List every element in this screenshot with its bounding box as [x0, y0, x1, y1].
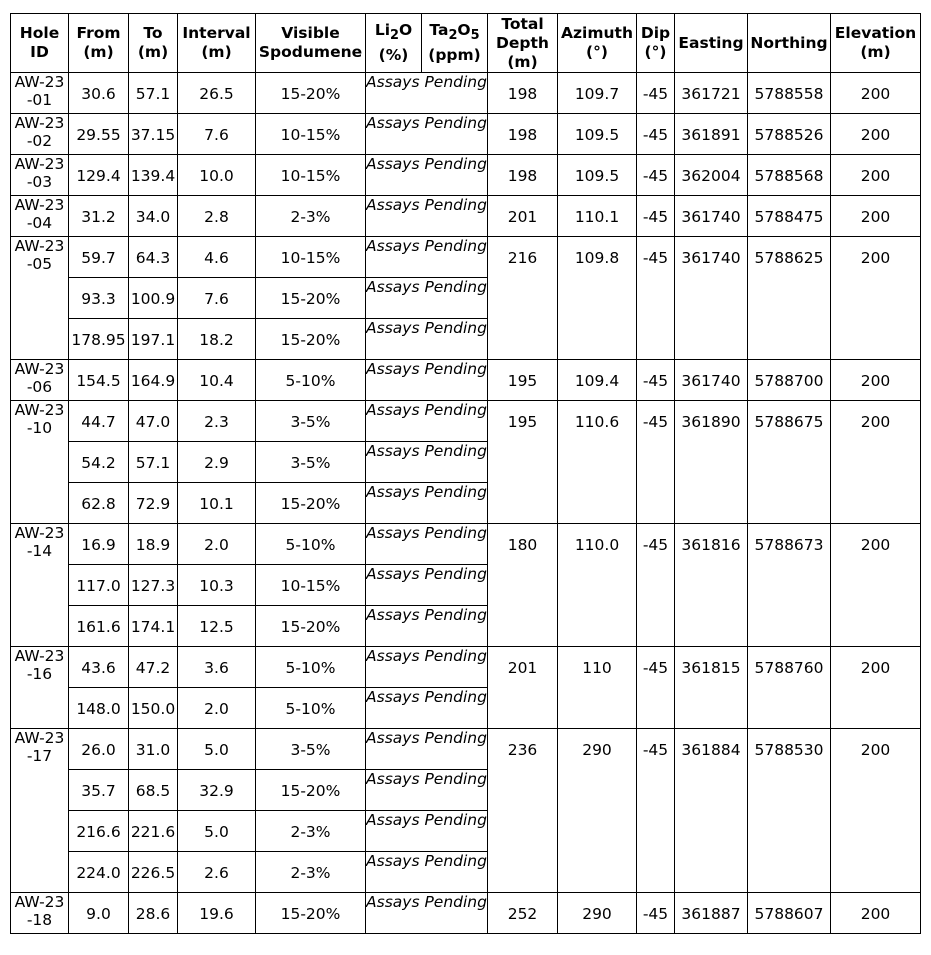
dip-cell: -45	[637, 893, 675, 934]
northing-cell: 5788700	[748, 360, 831, 401]
from-cell: 59.7	[69, 237, 129, 278]
table-row	[11, 196, 921, 237]
spodumene-cell: 5-10%	[256, 360, 366, 401]
hole-id: AW-23-10	[14, 401, 65, 437]
hole-id-cell	[11, 647, 69, 729]
to-cell: 197.1	[129, 319, 178, 360]
assays-pending-cell: Assays Pending	[366, 688, 488, 729]
to-cell: 139.4	[129, 155, 178, 196]
from-cell: 224.0	[69, 852, 129, 893]
interval-cell: 2.9	[178, 442, 256, 483]
interval-cell: 10.3	[178, 565, 256, 606]
assays-pending-cell: Assays Pending	[366, 155, 488, 196]
assays-pending-cell: Assays Pending	[366, 565, 488, 606]
interval-cell: 3.6	[178, 647, 256, 688]
to-cell: 28.6	[129, 893, 178, 934]
interval-cell: 2.0	[178, 688, 256, 729]
spodumene-cell: 10-15%	[256, 237, 366, 278]
azimuth-cell: 290	[558, 729, 637, 893]
assays-pending-cell: Assays Pending	[366, 401, 488, 442]
assays-pending-cell: Assays Pending	[366, 852, 488, 893]
dip-cell: -45	[637, 73, 675, 114]
total-depth-cell: 201	[488, 196, 558, 237]
hole-id: AW-23-17	[14, 729, 65, 765]
easting-cell: 361740	[675, 196, 748, 237]
spodumene-cell: 2-3%	[256, 852, 366, 893]
hole-id: AW-23-18	[14, 893, 65, 929]
interval-cell: 5.0	[178, 811, 256, 852]
header-northing: Northing	[748, 14, 831, 73]
from-cell: 148.0	[69, 688, 129, 729]
elevation-cell: 200	[831, 729, 921, 893]
table-row	[11, 237, 921, 278]
table-row	[11, 729, 921, 770]
to-cell: 226.5	[129, 852, 178, 893]
to-cell: 221.6	[129, 811, 178, 852]
spodumene-cell: 15-20%	[256, 319, 366, 360]
assays-pending-cell: Assays Pending	[366, 893, 488, 934]
interval-cell: 32.9	[178, 770, 256, 811]
table-row	[11, 401, 921, 442]
hole-id-cell	[11, 196, 69, 237]
total-depth-cell: 198	[488, 114, 558, 155]
header-total-depth: Total Depth (m)	[488, 14, 558, 73]
table-row	[11, 893, 921, 934]
assays-pending-cell: Assays Pending	[366, 483, 488, 524]
from-cell: 129.4	[69, 155, 129, 196]
interval-cell: 10.1	[178, 483, 256, 524]
to-cell: 64.3	[129, 237, 178, 278]
elevation-cell: 200	[831, 647, 921, 729]
assays-pending-cell: Assays Pending	[366, 237, 488, 278]
easting-cell: 361815	[675, 647, 748, 729]
northing-cell: 5788607	[748, 893, 831, 934]
interval-cell: 7.6	[178, 114, 256, 155]
assays-pending-cell: Assays Pending	[366, 647, 488, 688]
total-depth-cell: 198	[488, 155, 558, 196]
spodumene-cell: 15-20%	[256, 278, 366, 319]
hole-id: AW-23-16	[14, 647, 65, 683]
from-cell: 43.6	[69, 647, 129, 688]
easting-cell: 361721	[675, 73, 748, 114]
elevation-cell: 200	[831, 155, 921, 196]
to-cell: 37.15	[129, 114, 178, 155]
azimuth-cell: 109.4	[558, 360, 637, 401]
header-ta2o5: $Ta_2O_5$ (ppm)	[422, 14, 488, 73]
total-depth-cell: 216	[488, 237, 558, 360]
from-cell: 161.6	[69, 606, 129, 647]
from-cell: 9.0	[69, 893, 129, 934]
assays-pending-cell: Assays Pending	[366, 524, 488, 565]
to-cell: 150.0	[129, 688, 178, 729]
interval-cell: 4.6	[178, 237, 256, 278]
elevation-cell: 200	[831, 196, 921, 237]
table-row	[11, 73, 921, 114]
table-row	[11, 647, 921, 688]
spodumene-cell: 2-3%	[256, 811, 366, 852]
header-li2o: $Li_2O$ (%)	[366, 14, 422, 73]
header-hole-id: Hole ID	[11, 14, 69, 73]
assays-pending-cell: Assays Pending	[366, 360, 488, 401]
to-cell: 57.1	[129, 442, 178, 483]
to-cell: 127.3	[129, 565, 178, 606]
elevation-cell: 200	[831, 114, 921, 155]
spodumene-cell: 15-20%	[256, 770, 366, 811]
northing-cell: 5788530	[748, 729, 831, 893]
northing-cell: 5788673	[748, 524, 831, 647]
to-cell: 100.9	[129, 278, 178, 319]
from-cell: 16.9	[69, 524, 129, 565]
northing-cell: 5788475	[748, 196, 831, 237]
northing-cell: 5788526	[748, 114, 831, 155]
northing-cell: 5788568	[748, 155, 831, 196]
easting-cell: 361740	[675, 360, 748, 401]
from-cell: 62.8	[69, 483, 129, 524]
dip-cell: -45	[637, 360, 675, 401]
header-easting: Easting	[675, 14, 748, 73]
spodumene-cell: 3-5%	[256, 401, 366, 442]
easting-cell: 361890	[675, 401, 748, 524]
interval-cell: 2.8	[178, 196, 256, 237]
from-cell: 31.2	[69, 196, 129, 237]
hole-id-cell	[11, 893, 69, 934]
assays-pending-cell: Assays Pending	[366, 319, 488, 360]
hole-id-cell	[11, 73, 69, 114]
assays-pending-cell: Assays Pending	[366, 729, 488, 770]
hole-id-cell	[11, 401, 69, 524]
assays-pending-cell: Assays Pending	[366, 73, 488, 114]
interval-cell: 18.2	[178, 319, 256, 360]
to-cell: 57.1	[129, 73, 178, 114]
spodumene-cell: 5-10%	[256, 688, 366, 729]
spodumene-cell: 10-15%	[256, 565, 366, 606]
azimuth-cell: 109.5	[558, 114, 637, 155]
northing-cell: 5788625	[748, 237, 831, 360]
interval-cell: 2.0	[178, 524, 256, 565]
elevation-cell: 200	[831, 237, 921, 360]
elevation-cell: 200	[831, 73, 921, 114]
spodumene-cell: 3-5%	[256, 729, 366, 770]
spodumene-cell: 15-20%	[256, 606, 366, 647]
hole-id: AW-23-06	[14, 360, 65, 396]
dip-cell: -45	[637, 524, 675, 647]
azimuth-cell: 110	[558, 647, 637, 729]
spodumene-cell: 10-15%	[256, 114, 366, 155]
hole-id-cell	[11, 237, 69, 360]
dip-cell: -45	[637, 729, 675, 893]
assays-pending-cell: Assays Pending	[366, 114, 488, 155]
to-cell: 68.5	[129, 770, 178, 811]
to-cell: 174.1	[129, 606, 178, 647]
dip-cell: -45	[637, 196, 675, 237]
azimuth-cell: 110.6	[558, 401, 637, 524]
interval-cell: 10.4	[178, 360, 256, 401]
header-azimuth: Azimuth (°)	[558, 14, 637, 73]
interval-cell: 7.6	[178, 278, 256, 319]
assays-pending-cell: Assays Pending	[366, 196, 488, 237]
azimuth-cell: 110.1	[558, 196, 637, 237]
total-depth-cell: 236	[488, 729, 558, 893]
elevation-cell: 200	[831, 524, 921, 647]
interval-cell: 5.0	[178, 729, 256, 770]
dip-cell: -45	[637, 155, 675, 196]
hole-id: AW-23-03	[14, 155, 65, 191]
easting-cell: 361884	[675, 729, 748, 893]
elevation-cell: 200	[831, 401, 921, 524]
from-cell: 30.6	[69, 73, 129, 114]
easting-cell: 361891	[675, 114, 748, 155]
header-to: To (m)	[129, 14, 178, 73]
total-depth-cell: 195	[488, 360, 558, 401]
hole-id-cell	[11, 524, 69, 647]
to-cell: 164.9	[129, 360, 178, 401]
azimuth-cell: 109.5	[558, 155, 637, 196]
to-cell: 34.0	[129, 196, 178, 237]
hole-id-cell	[11, 114, 69, 155]
from-cell: 26.0	[69, 729, 129, 770]
assays-pending-cell: Assays Pending	[366, 442, 488, 483]
header-interval: Interval (m)	[178, 14, 256, 73]
dip-cell: -45	[637, 114, 675, 155]
interval-cell: 12.5	[178, 606, 256, 647]
header-row	[11, 14, 921, 73]
spodumene-cell: 15-20%	[256, 73, 366, 114]
interval-cell: 26.5	[178, 73, 256, 114]
hole-id-cell	[11, 729, 69, 893]
to-cell: 47.0	[129, 401, 178, 442]
total-depth-cell: 198	[488, 73, 558, 114]
dip-cell: -45	[637, 647, 675, 729]
to-cell: 31.0	[129, 729, 178, 770]
easting-cell: 362004	[675, 155, 748, 196]
spodumene-cell: 15-20%	[256, 483, 366, 524]
azimuth-cell: 109.8	[558, 237, 637, 360]
total-depth-cell: 201	[488, 647, 558, 729]
header-visible-spodumene: Visible Spodumene	[256, 14, 366, 73]
azimuth-cell: 290	[558, 893, 637, 934]
spodumene-cell: 3-5%	[256, 442, 366, 483]
from-cell: 35.7	[69, 770, 129, 811]
interval-cell: 19.6	[178, 893, 256, 934]
easting-cell: 361816	[675, 524, 748, 647]
interval-cell: 10.0	[178, 155, 256, 196]
azimuth-cell: 110.0	[558, 524, 637, 647]
from-cell: 93.3	[69, 278, 129, 319]
from-cell: 117.0	[69, 565, 129, 606]
spodumene-cell: 10-15%	[256, 155, 366, 196]
assays-pending-cell: Assays Pending	[366, 278, 488, 319]
drill-results-table	[10, 13, 921, 934]
from-cell: 154.5	[69, 360, 129, 401]
azimuth-cell: 109.7	[558, 73, 637, 114]
hole-id-cell	[11, 155, 69, 196]
to-cell: 72.9	[129, 483, 178, 524]
total-depth-cell: 195	[488, 401, 558, 524]
spodumene-cell: 2-3%	[256, 196, 366, 237]
from-cell: 44.7	[69, 401, 129, 442]
assays-pending-cell: Assays Pending	[366, 606, 488, 647]
header-from: From (m)	[69, 14, 129, 73]
spodumene-cell: 15-20%	[256, 893, 366, 934]
assays-pending-cell: Assays Pending	[366, 811, 488, 852]
easting-cell: 361740	[675, 237, 748, 360]
assays-pending-cell: Assays Pending	[366, 770, 488, 811]
table-row	[11, 155, 921, 196]
table-row	[11, 524, 921, 565]
from-cell: 29.55	[69, 114, 129, 155]
dip-cell: -45	[637, 401, 675, 524]
interval-cell: 2.3	[178, 401, 256, 442]
table-row	[11, 114, 921, 155]
spodumene-cell: 5-10%	[256, 524, 366, 565]
northing-cell: 5788675	[748, 401, 831, 524]
header-elevation: Elevation (m)	[831, 14, 921, 73]
elevation-cell: 200	[831, 893, 921, 934]
interval-cell: 2.6	[178, 852, 256, 893]
northing-cell: 5788760	[748, 647, 831, 729]
hole-id: AW-23-05	[14, 237, 65, 273]
from-cell: 178.95	[69, 319, 129, 360]
hole-id: AW-23-02	[14, 114, 65, 150]
to-cell: 47.2	[129, 647, 178, 688]
dip-cell: -45	[637, 237, 675, 360]
total-depth-cell: 180	[488, 524, 558, 647]
table-row	[11, 360, 921, 401]
northing-cell: 5788558	[748, 73, 831, 114]
header-dip: Dip (°)	[637, 14, 675, 73]
hole-id: AW-23-01	[14, 73, 65, 109]
elevation-cell: 200	[831, 360, 921, 401]
easting-cell: 361887	[675, 893, 748, 934]
hole-id: AW-23-14	[14, 524, 65, 560]
table-body	[11, 73, 921, 934]
to-cell: 18.9	[129, 524, 178, 565]
spodumene-cell: 5-10%	[256, 647, 366, 688]
from-cell: 216.6	[69, 811, 129, 852]
hole-id: AW-23-04	[14, 196, 65, 232]
total-depth-cell: 252	[488, 893, 558, 934]
from-cell: 54.2	[69, 442, 129, 483]
hole-id-cell	[11, 360, 69, 401]
